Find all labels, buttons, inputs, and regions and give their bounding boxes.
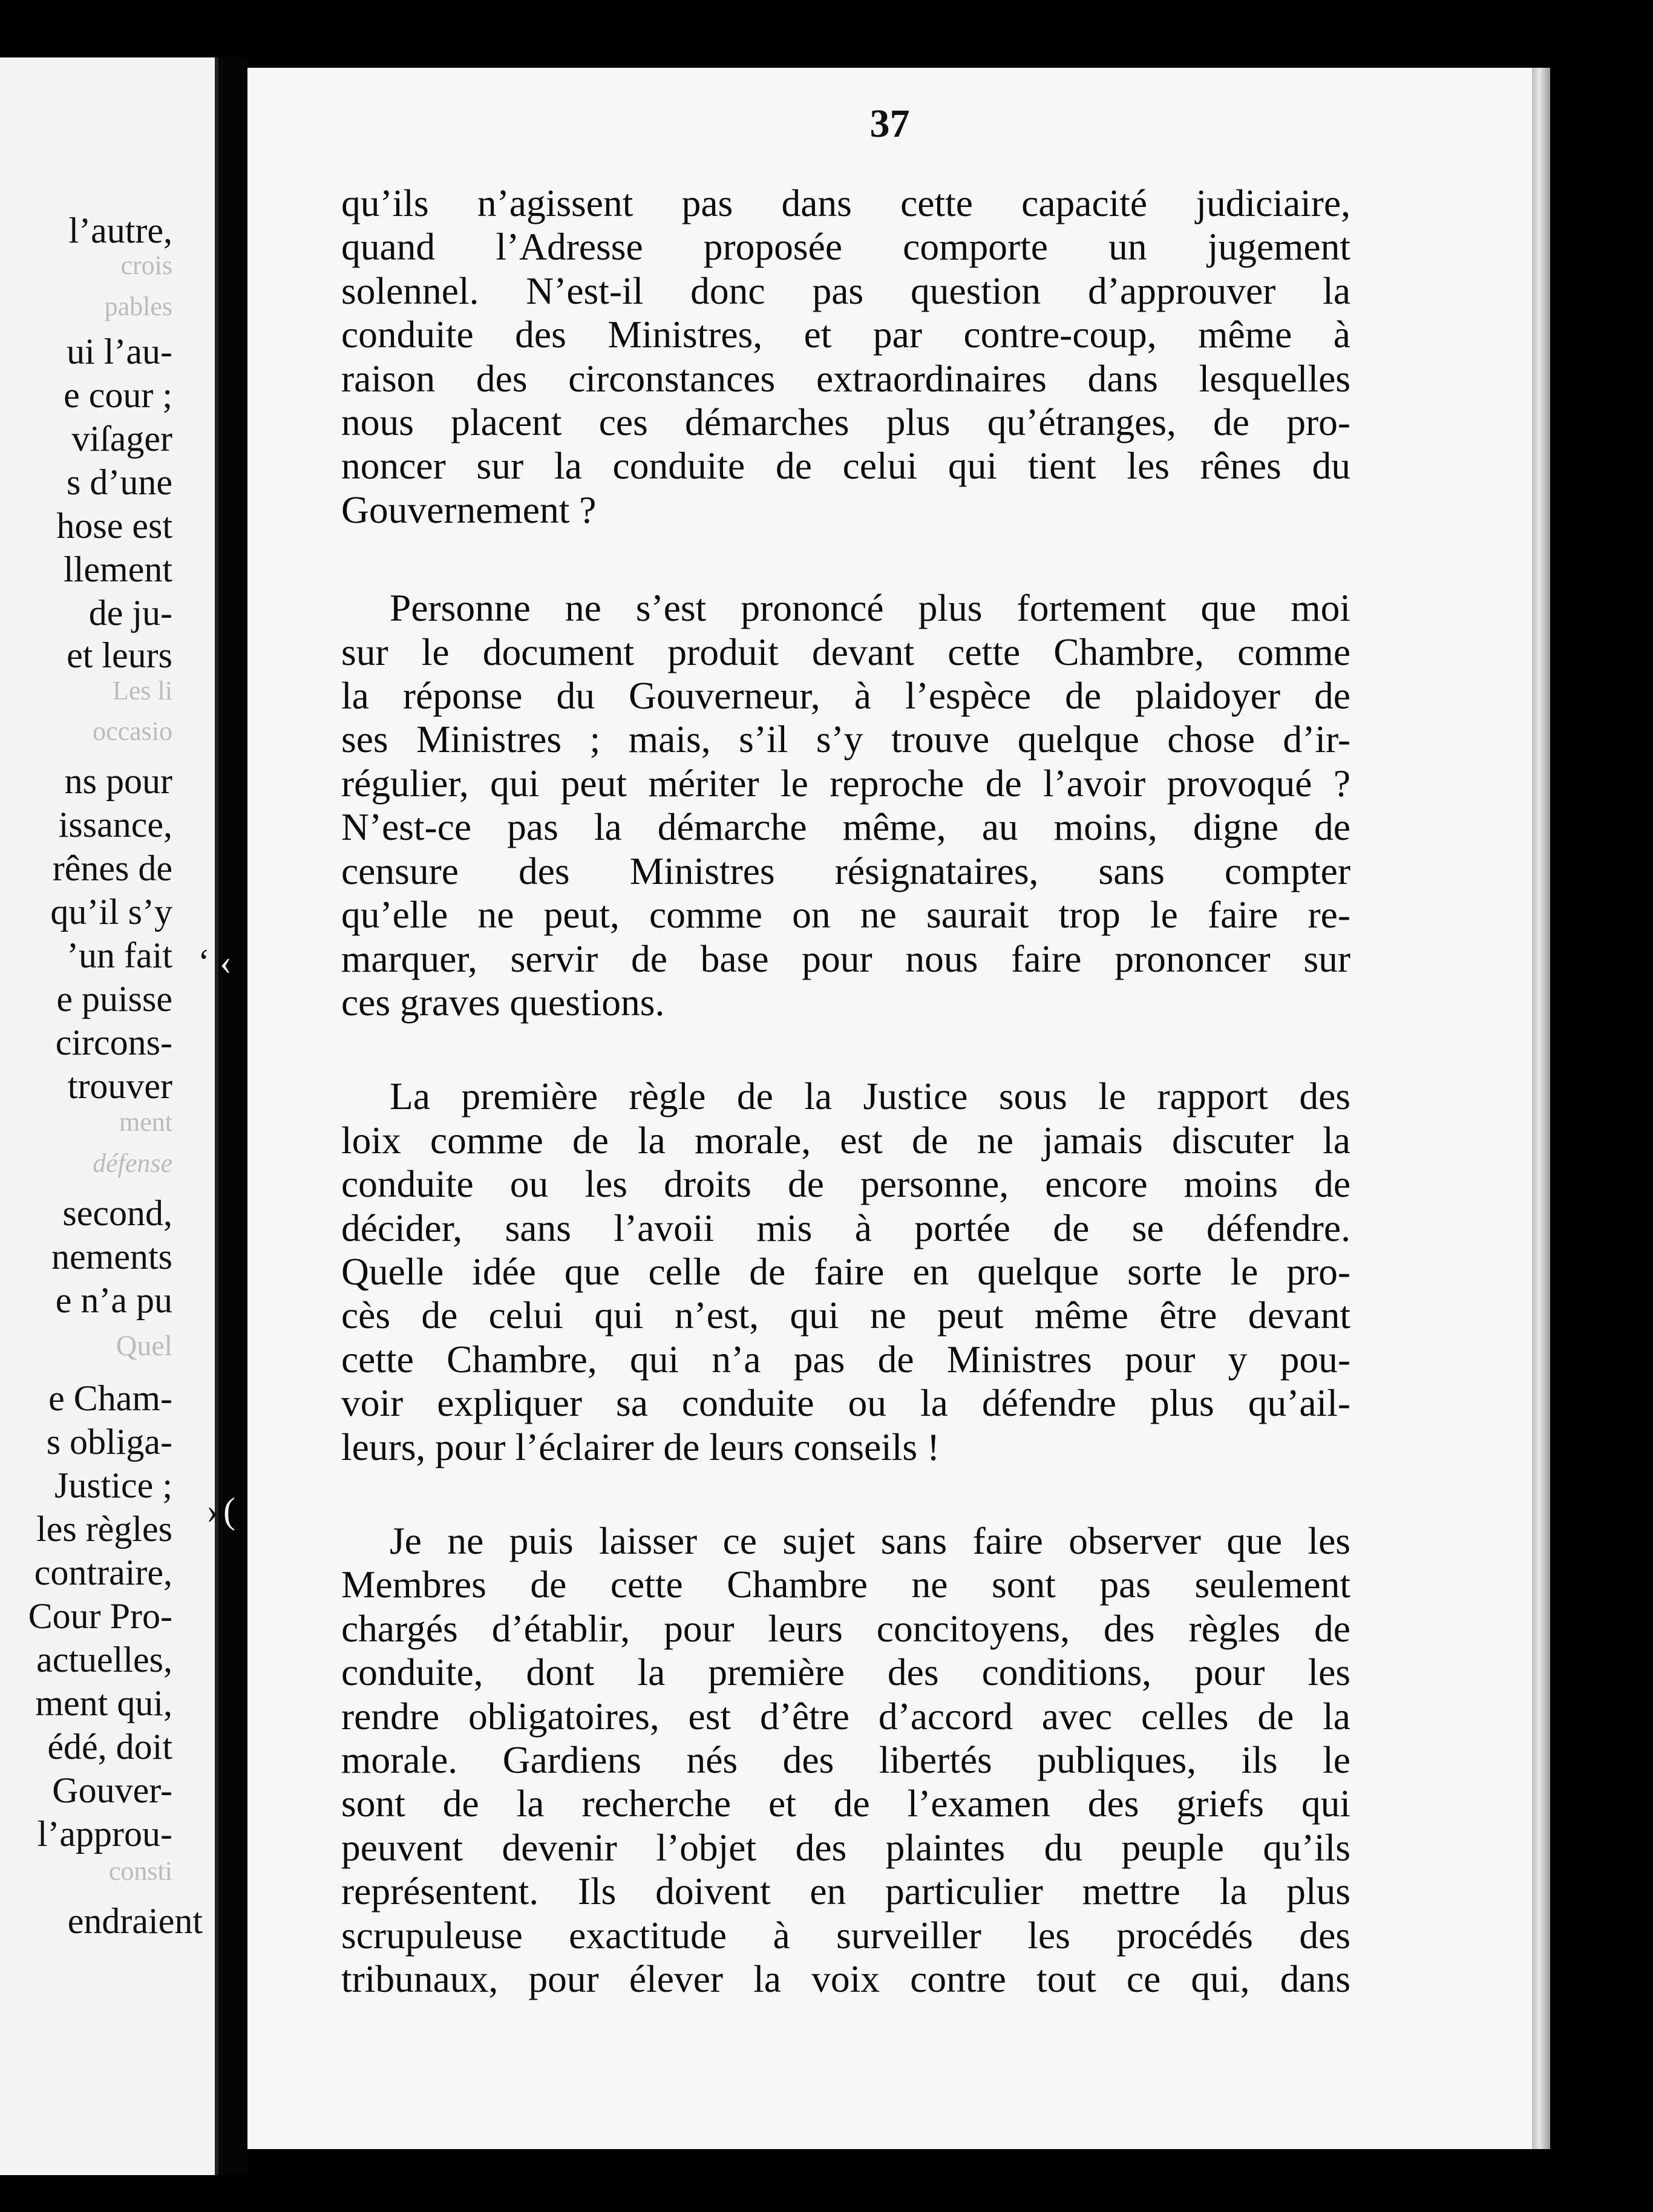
paragraph <box>341 586 1350 1024</box>
gutter-mark: › <box>206 1491 218 1531</box>
text-line: ces graves questions. <box>341 980 665 1024</box>
page-edge <box>1532 68 1550 2149</box>
previous-page-fragment <box>0 57 218 2175</box>
left-page-line: rênes de <box>52 848 172 888</box>
gutter-mark: ( <box>223 1491 235 1531</box>
left-page-line: Cour Pro- <box>28 1596 172 1636</box>
text-line: raison des circonstances extraordinaires dans lesquelles <box>341 356 1350 400</box>
left-page-line: ns pour <box>64 761 172 801</box>
text-line: chargés d’établir, pour leurs concitoyens, des règles de <box>341 1606 1350 1650</box>
left-page-line: second, <box>62 1193 172 1233</box>
text-line: tribunaux, pour élever la voix contre tout ce qui, dans <box>341 1957 1350 2001</box>
text-line: quand l’Adresse proposée comporte un jugement <box>341 225 1350 269</box>
left-page-line: édé, doit <box>47 1727 172 1767</box>
left-page-line: ’un fait <box>67 935 172 975</box>
text-line: N’est-ce pas la démarche même, au moins, digne de <box>341 805 1350 849</box>
paragraph <box>341 1075 1350 1469</box>
left-page-line: e puisse <box>56 979 172 1019</box>
left-page-line: ui l’au- <box>67 332 172 371</box>
left-page-line: e cour ; <box>64 375 172 415</box>
text-line: nous placent ces démarches plus qu’étranges, de pro- <box>341 401 1350 444</box>
text-line: Je ne puis laisser ce sujet sans faire observer que les <box>390 1519 1350 1562</box>
left-page-line: l’autre, <box>68 211 172 250</box>
paragraph <box>341 1519 1350 2001</box>
left-page-line: Quel <box>116 1330 172 1362</box>
text-line: Personne ne s’est prononcé plus fortement que moi <box>390 586 1350 630</box>
left-page-line: crois <box>120 250 172 280</box>
left-page-line: pables <box>104 292 172 321</box>
text-line: La première règle de la Justice sous le rapport des <box>390 1075 1350 1118</box>
text-line: conduite, dont la première des conditions, pour les <box>341 1651 1350 1694</box>
left-page-line: Les li <box>113 676 172 705</box>
text-line: sont de la recherche et de l’examen des griefs qui <box>341 1782 1350 1825</box>
text-line: peuvent devenir l’objet des plaintes du peuple qu’ils <box>341 1825 1350 1869</box>
left-page-line: issance, <box>58 805 172 845</box>
left-page-line: trouver <box>67 1066 172 1106</box>
text-line: Quelle idée que celle de faire en quelque sorte le pro- <box>341 1249 1350 1293</box>
left-page-line: de ju- <box>88 593 172 633</box>
text-line: scrupuleuse exactitude à surveiller les procédés des <box>341 1913 1350 1957</box>
left-page-line: s d’une <box>67 462 172 502</box>
text-line: solennel. N’est-il donc pas question d’approuver la <box>341 269 1350 312</box>
left-page-line: Justice ; <box>54 1465 172 1505</box>
text-line: conduite ou les droits de personne, encore moins de <box>341 1162 1350 1206</box>
text-line: qu’elle ne peut, comme on ne saurait trop le faire re- <box>341 893 1350 937</box>
text-line: Gouvernement ? <box>341 488 597 531</box>
left-page-line: endraient <box>67 1901 203 1941</box>
gutter-mark: ‹ <box>220 942 232 982</box>
text-line: rendre obligatoires, est d’être d’accord avec celles de la <box>341 1694 1350 1738</box>
text-line: cette Chambre, qui n’a pas de Ministres pour y pou- <box>341 1337 1350 1381</box>
left-page-line: e Cham- <box>48 1378 172 1418</box>
left-page-line: défense <box>93 1148 172 1178</box>
text-line: leurs, pour l’éclairer de leurs conseils ! <box>341 1425 940 1468</box>
text-line: marquer, servir de base pour nous faire prononcer sur <box>341 937 1350 980</box>
text-line: Membres de cette Chambre ne sont pas seulement <box>341 1563 1350 1606</box>
text-line: voir expliquer sa conduite ou la défendre plus qu’ail- <box>341 1381 1350 1425</box>
left-page-line: e n’a pu <box>55 1280 172 1320</box>
left-page-line: contraire, <box>34 1553 172 1592</box>
left-page-line: actuelles, <box>36 1640 172 1680</box>
text-line: ses Ministres ; mais, s’il s’y trouve quelque chose d’ir- <box>341 718 1350 761</box>
text-line: décider, sans l’avoii mis à portée de se défendre. <box>341 1206 1350 1249</box>
left-page-line: ment qui, <box>35 1683 172 1723</box>
left-page-line: l’approu- <box>37 1814 172 1854</box>
left-page-line: consti <box>108 1856 172 1886</box>
gutter-mark: ‘ <box>198 942 210 982</box>
left-page-line: viſager <box>71 419 172 459</box>
page-body-text <box>341 182 1350 2051</box>
left-page-line: et leurs <box>67 635 172 675</box>
text-line: représentent. Ils doivent en particulier mettre la plus <box>341 1870 1350 1913</box>
page-number: 37 <box>869 102 910 146</box>
page-gutter <box>198 57 247 2175</box>
text-line: cès de celui qui n’est, qui ne peut même être devant <box>341 1294 1350 1337</box>
left-page-line: nements <box>51 1237 172 1277</box>
text-line: la réponse du Gouverneur, à l’espèce de plaidoyer de <box>341 674 1350 718</box>
left-page-line: Gouver- <box>52 1770 172 1810</box>
text-line: morale. Gardiens nés des libertés publiques, ils le <box>341 1738 1350 1781</box>
left-page-line: ment <box>119 1107 172 1137</box>
text-line: censure des Ministres résignataires, sans compter <box>341 849 1350 892</box>
text-line: conduite des Ministres, et par contre-coup, même à <box>341 313 1350 356</box>
book-page <box>247 68 1532 2149</box>
text-line: sur le document produit devant cette Chambre, comme <box>341 630 1350 673</box>
text-line: loix comme de la morale, est de ne jamais discuter la <box>341 1118 1350 1162</box>
left-page-line: qu’il s’y <box>50 892 172 932</box>
left-page-line: les règles <box>36 1509 172 1549</box>
left-page-line: occasio <box>93 716 172 746</box>
text-line: qu’ils n’agissent pas dans cette capacité judiciaire, <box>341 182 1350 224</box>
left-page-line: s obliga- <box>46 1422 172 1462</box>
left-page-line: circons- <box>55 1023 172 1062</box>
text-line: noncer sur la conduite de celui qui tient les rênes du <box>341 444 1350 488</box>
text-line: régulier, qui peut mériter le reproche de l’avoir provoqué ? <box>341 761 1350 805</box>
left-page-line: hose est <box>56 506 172 546</box>
left-page-line: llement <box>64 549 172 589</box>
paragraph <box>341 182 1350 532</box>
